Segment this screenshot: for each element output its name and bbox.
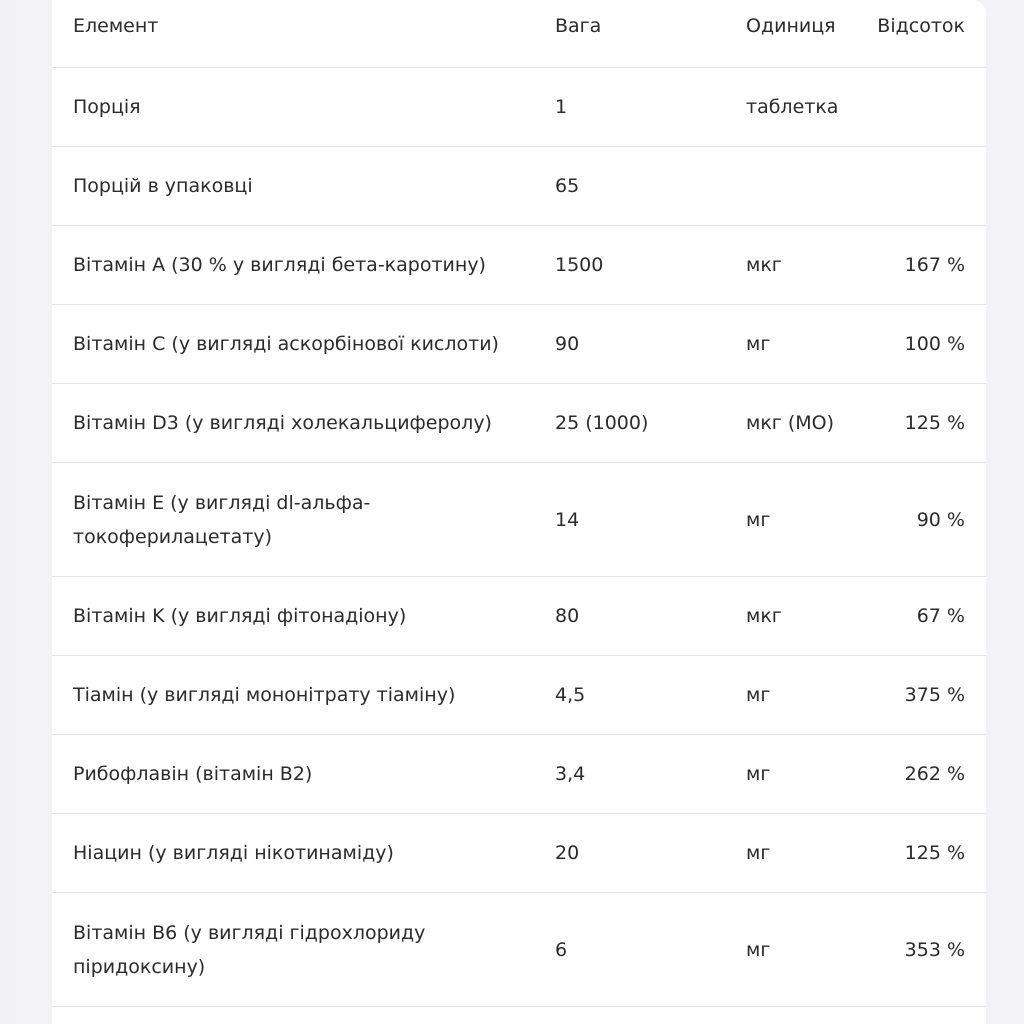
cell-unit: мкг bbox=[746, 254, 782, 276]
cell-percent: 125 % bbox=[904, 842, 965, 864]
table-row bbox=[52, 147, 986, 226]
cell-percent: 67 % bbox=[916, 605, 965, 627]
cell-unit: мкг bbox=[746, 605, 782, 627]
cell-weight: 14 bbox=[555, 508, 580, 531]
cell-name: Вітамін А (30 % у вигляді бета-каротину) bbox=[73, 254, 486, 276]
cell-percent: 375 % bbox=[904, 684, 965, 706]
cell-weight: 1500 bbox=[555, 254, 604, 276]
cell-percent: 100 % bbox=[904, 333, 965, 355]
header-percent: Відсоток bbox=[877, 15, 965, 37]
table-row-cutoff bbox=[52, 1007, 986, 1024]
cell-unit: мг bbox=[746, 508, 771, 531]
cell-percent: 125 % bbox=[904, 412, 965, 434]
cell-weight: 3,4 bbox=[555, 763, 586, 785]
cell-unit: мг bbox=[746, 763, 771, 785]
cell-unit: мг bbox=[746, 684, 771, 706]
cell-name: Вітамін B6 (у вигляді гідрохлориду піридоксину) bbox=[73, 921, 426, 978]
cell-name: Вітамін C (у вигляді аскорбінової кислоти) bbox=[73, 333, 499, 355]
cell-weight: 80 bbox=[555, 605, 580, 627]
cell-weight: 65 bbox=[555, 175, 580, 197]
cell-percent: 90 % bbox=[916, 508, 965, 531]
cell-unit: мг bbox=[746, 938, 771, 961]
table-header bbox=[52, 0, 986, 68]
table-row bbox=[52, 814, 986, 893]
table-row bbox=[52, 735, 986, 814]
cell-name: Ніацин (у вигляді нікотинаміду) bbox=[73, 842, 394, 864]
header-element: Елемент bbox=[73, 15, 159, 37]
cell-percent: 262 % bbox=[904, 763, 965, 785]
page-background bbox=[16, 0, 1024, 1024]
table-row bbox=[52, 893, 986, 1007]
cell-name: Рибофлавін (вітамін B2) bbox=[73, 763, 313, 785]
cell-name: Тіамін (у вигляді мононітрату тіаміну) bbox=[73, 684, 456, 706]
header-unit: Одиниця bbox=[746, 15, 836, 37]
nutrition-table bbox=[52, 0, 986, 1024]
cell-unit: мг bbox=[746, 842, 771, 864]
table-row bbox=[52, 305, 986, 384]
cell-name: Вітамін E (у вигляді dl-альфа-токоферилацетату) bbox=[73, 491, 371, 548]
cell-weight: 4,5 bbox=[555, 684, 586, 706]
cell-weight: 1 bbox=[555, 96, 568, 118]
table-row bbox=[52, 577, 986, 656]
table-row bbox=[52, 656, 986, 735]
cell-weight: 6 bbox=[555, 938, 568, 961]
cell-weight: 20 bbox=[555, 842, 580, 864]
cell-percent: 353 % bbox=[904, 938, 965, 961]
cell-unit: мкг (МО) bbox=[746, 412, 835, 434]
cell-name: Вітамін K (у вигляді фітонадіону) bbox=[73, 605, 407, 627]
cell-unit: таблетка bbox=[746, 96, 839, 118]
table-row bbox=[52, 68, 986, 147]
header-weight: Вага bbox=[555, 15, 602, 37]
cell-name: Порцій в упаковці bbox=[73, 175, 253, 197]
table-row bbox=[52, 463, 986, 577]
cell-percent: 167 % bbox=[904, 254, 965, 276]
cell-weight: 90 bbox=[555, 333, 580, 355]
cell-unit: мг bbox=[746, 333, 771, 355]
table-row bbox=[52, 226, 986, 305]
cell-weight: 25 (1000) bbox=[555, 412, 649, 434]
table-row bbox=[52, 384, 986, 463]
cell-name: Вітамін D3 (у вигляді холекальциферолу) bbox=[73, 412, 492, 434]
cell-name: Порція bbox=[73, 96, 141, 118]
